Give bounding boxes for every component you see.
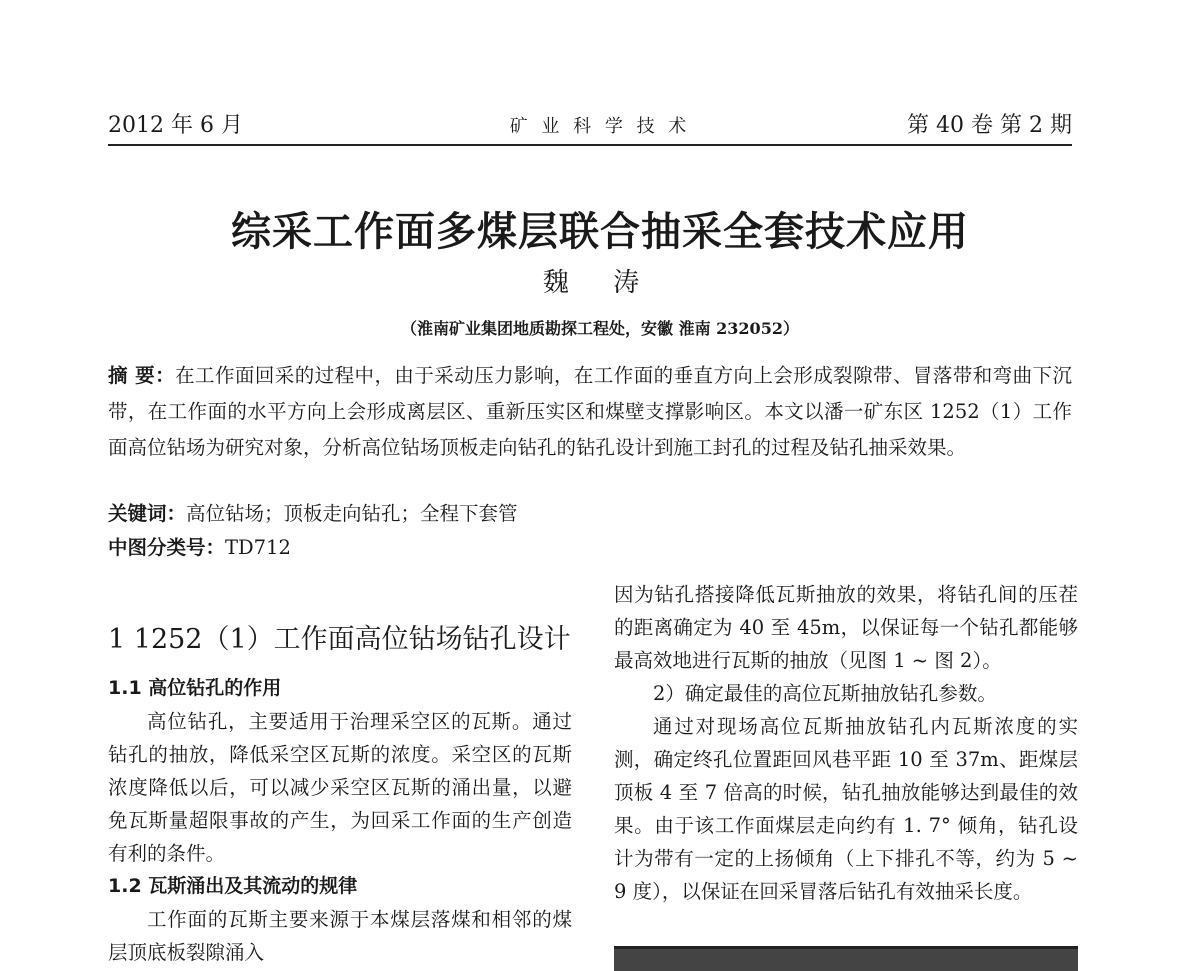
header-rule xyxy=(108,144,1072,146)
keywords xyxy=(108,498,518,526)
article-title: 综采工作面多煤层联合抽采全套技术应用 xyxy=(231,208,969,255)
right-para-3: 通过对现场高位瓦斯抽放钻孔内瓦斯浓度的实测，确定终孔位置距回风巷平距 10 至 37m、距煤层顶板 4 至 7 倍高的时候，钻孔抽放能够达到最佳的效果。由于该工作面煤层走向约有 1. 7° 倾角，钻孔设计为带有一定的上扬倾角（上下排孔不等，约为 5 ~ 9 度），以保证在回采冒落后钻孔有效抽采长度。 xyxy=(614,715,1078,903)
right-para-2: 2）确定最佳的高位瓦斯抽放钻孔参数。 xyxy=(653,682,997,705)
classification xyxy=(108,532,291,560)
classification-text: TD712 xyxy=(225,536,291,559)
right-para-1: 因为钻孔搭接降低瓦斯抽放的效果，将钻孔间的压茬的距离确定为 40 至 45m，以保证每一个钻孔都能够最高效地进行瓦斯的抽放（见图 1 ~ 图 2）。 xyxy=(614,583,1078,672)
subsection-1-2-title: 1.2 瓦斯涌出及其流动的规律 xyxy=(108,875,358,897)
subsection-1-1-text: 高位钻孔，主要适用于治理采空区的瓦斯。通过钻孔的抽放，降低采空区瓦斯的浓度。采空区的瓦斯浓度降低以后，可以减少采空区瓦斯的涌出量，以避免瓦斯量超限事故的产生，为回采工作面的生产创造有利的条件。 xyxy=(108,710,572,865)
volume-issue: 第 40 卷 第 2 期 xyxy=(907,113,1072,138)
abstract xyxy=(108,358,1072,466)
figure-top-edge xyxy=(614,946,1078,971)
article-author: 魏 涛 xyxy=(542,268,658,298)
section-1-title: 1 1252（1）工作面高位钻场钻孔设计 xyxy=(108,624,571,655)
right-column xyxy=(614,578,1078,908)
subsection-1-2-text: 工作面的瓦斯主要来源于本煤层落煤和相邻的煤层顶底板裂隙涌入 xyxy=(108,908,572,964)
abstract-text: 在工作面回采的过程中，由于采动压力影响，在工作面的垂直方向上会形成裂隙带、冒落带和弯曲下沉带，在工作面的水平方向上会形成离层区、重新压实区和煤壁支撑影响区。本文以潘一矿东区 1252（1）工作面高位钻场为研究对象，分析高位钻场顶板走向钻孔的钻孔设计到施工封孔的过程及钻孔抽采效果。 xyxy=(108,364,1072,459)
abstract-label: 摘 要： xyxy=(108,364,176,387)
classification-label: 中图分类号： xyxy=(108,536,226,559)
left-column xyxy=(108,620,572,969)
keywords-label: 关键词： xyxy=(108,502,187,525)
header-date: 2012 年 6 月 xyxy=(108,113,243,138)
article-affiliation: （淮南矿业集团地质勘探工程处，安徽 淮南 232052） xyxy=(401,319,799,338)
keywords-text: 高位钻场；顶板走向钻孔；全程下套管 xyxy=(186,502,518,525)
journal-name: 矿 业 科 学 技 术 xyxy=(509,116,691,137)
subsection-1-1-title: 1.1 高位钻孔的作用 xyxy=(108,677,282,699)
